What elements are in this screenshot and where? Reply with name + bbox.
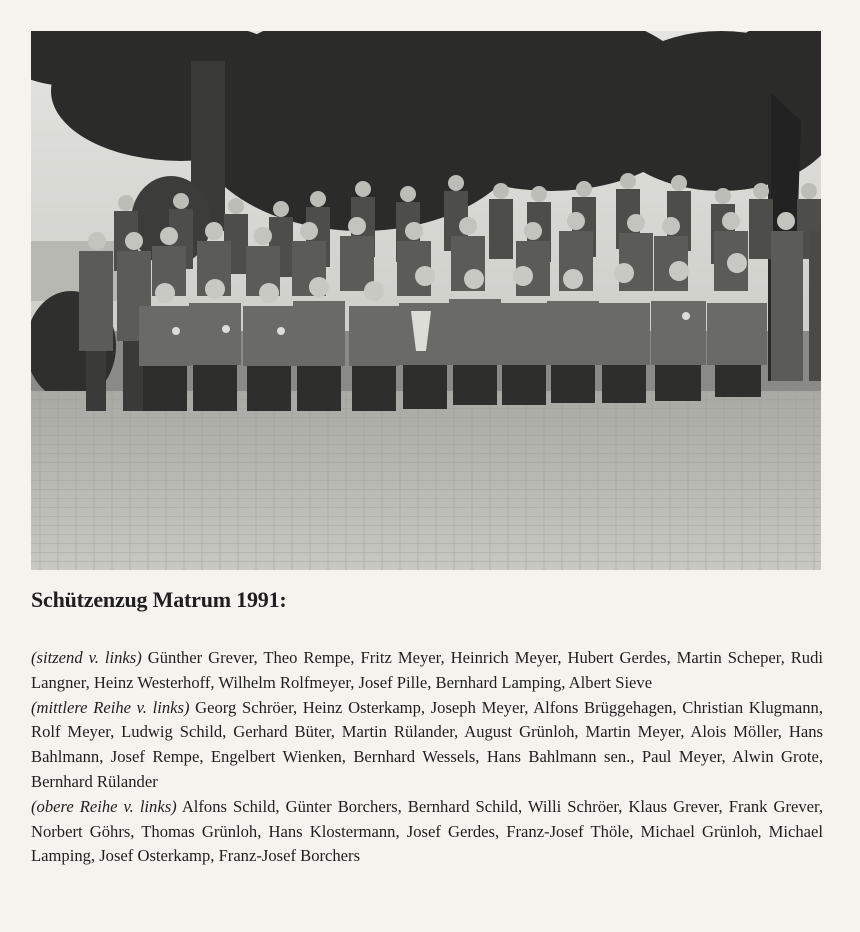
row-lead-seated: (sitzend v. links) bbox=[31, 648, 142, 667]
row-lead-top: (obere Reihe v. links) bbox=[31, 796, 177, 816]
caption-row-middle bbox=[31, 696, 823, 795]
row-lead-middle: (mittlere Reihe v. links) bbox=[31, 697, 190, 717]
row-names-middle: Georg Schröer, Heinz Osterkamp, Joseph Meyer, Alfons Brüggehagen, Christian Klugmann, Rolf Meyer, Ludwig Schild, Gerhard Büter, Martin Rülander, August Grünloh, Martin Meyer, Alois Möller, Hans Bahlmann, Josef Rempe, Engelbert Wienken, Bernhard Wessels, Hans Bahlmann sen., Paul Meyer, Alwin Grote, Bernhard Rülander bbox=[31, 697, 823, 791]
row-names-top: Alfons Schild, Günter Borchers, Bernhard Schild, Willi Schröer, Klaus Grever, Frank Grever, Norbert Göhrs, Thomas Grünloh, Hans Klostermann, Josef Gerdes, Franz-Josef Thöle, Michael Grünloh, Michael Lamping, Josef Osterkamp, Franz-Josef Borchers bbox=[31, 796, 824, 866]
group-photo bbox=[31, 31, 821, 570]
caption-row-top bbox=[31, 795, 823, 869]
caption-text bbox=[31, 646, 823, 869]
caption-title: Schützenzug Matrum 1991: bbox=[31, 587, 287, 612]
row-names-seated: Günther Grever, Theo Rempe, Fritz Meyer, Heinrich Meyer, Hubert Gerdes, Martin Scheper, Rudi Langner, Heinz Westerhoff, Wilhelm Rolfmeyer, Josef Pille, Bernhard Lamping, Albert Sieve bbox=[31, 648, 823, 692]
group-photo-image bbox=[31, 31, 821, 570]
caption-row-seated bbox=[31, 646, 823, 696]
